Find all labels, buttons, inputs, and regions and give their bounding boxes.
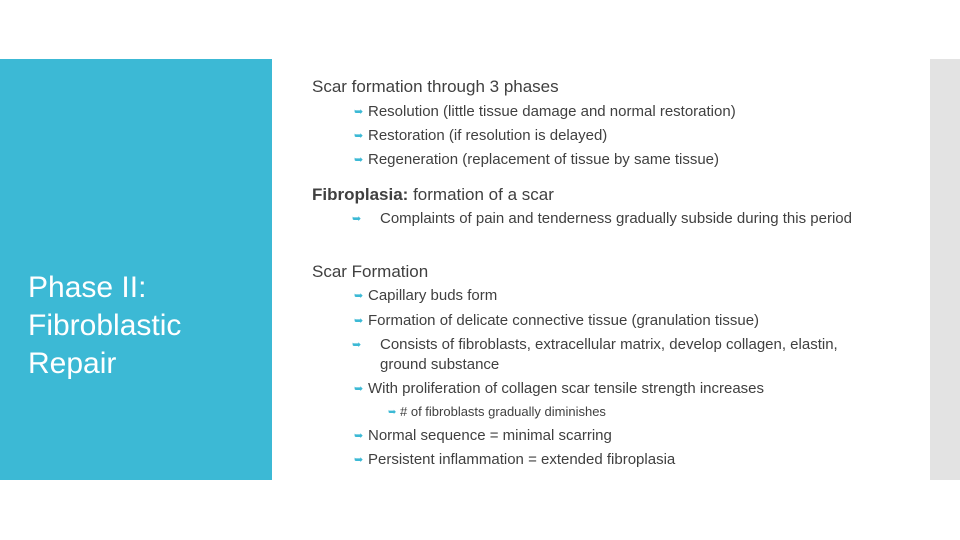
title-line-3: Repair xyxy=(28,347,117,380)
sub-list-item: ➥ # of fibroblasts gradually diminishes xyxy=(388,404,606,419)
list-item: ➥ Formation of delicate connective tissue (granulation tissue) xyxy=(354,312,760,329)
arrow-bullet-icon: ➥ xyxy=(354,290,364,302)
arrow-bullet-icon: ➥ xyxy=(354,154,364,166)
fibroplasia-definition: formation of a scar xyxy=(408,185,554,204)
list-item: ➥ Capillary buds form xyxy=(354,287,498,304)
arrow-bullet-icon: ➥ xyxy=(354,430,364,442)
arrow-bullet-icon: ➥ xyxy=(352,213,362,225)
list-item: ➥ Resolution (little tissue damage and normal restoration) xyxy=(354,103,736,120)
arrow-bullet-icon: ➥ xyxy=(354,383,364,395)
arrow-bullet-icon: ➥ xyxy=(354,315,364,327)
list-item: ➥ Normal sequence = minimal scarring xyxy=(354,427,612,444)
right-accent-bar xyxy=(930,59,960,480)
arrow-bullet-icon: ➥ xyxy=(354,130,364,142)
section-heading-scar-phases: Scar formation through 3 phases xyxy=(312,77,559,96)
list-item: ➥ With proliferation of collagen scar tensile strength increases xyxy=(354,380,765,397)
list-item: ➥ Restoration (if resolution is delayed) xyxy=(354,127,608,144)
slide-title xyxy=(28,269,258,383)
arrow-bullet-icon: ➥ xyxy=(388,407,397,418)
arrow-bullet-icon: ➥ xyxy=(352,339,362,351)
list-item: ➥ Complaints of pain and tenderness gradually subside during this period xyxy=(352,210,852,227)
section-heading-scar-formation: Scar Formation xyxy=(312,262,429,281)
title-line-2: Fibroblastic xyxy=(28,309,182,342)
list-item: ➥ Regeneration (replacement of tissue by same tissue) xyxy=(354,151,720,168)
arrow-bullet-icon: ➥ xyxy=(354,454,364,466)
section-heading-fibroplasia xyxy=(312,184,554,206)
title-line-1: Phase II: xyxy=(28,271,147,304)
fibroplasia-term: Fibroplasia: xyxy=(312,185,409,204)
title-panel xyxy=(0,59,272,480)
list-item: ➥ Persistent inflammation = extended fibroplasia xyxy=(354,451,676,468)
arrow-bullet-icon: ➥ xyxy=(354,106,364,118)
list-item: ➥ Consists of fibroblasts, extracellular matrix, develop collagen, elastin, ground substance xyxy=(352,336,838,373)
